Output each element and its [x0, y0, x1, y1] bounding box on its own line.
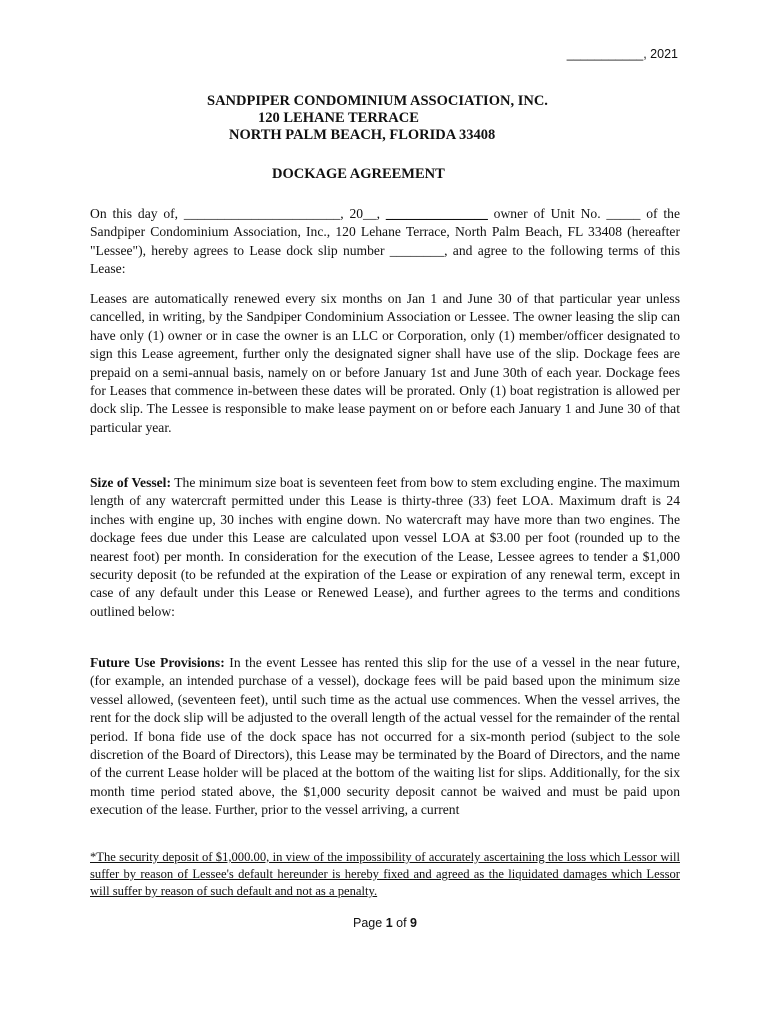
future-use-paragraph — [90, 654, 680, 820]
renewal-paragraph: Leases are automatically renewed every six months on Jan 1 and June 30 of that particular year unless cancelled, in writing, by the Sandpiper Condominium Association or Lessee. The owner leasing the slip can have only (1) owner or in case the owner is an LLC or Corporation, only (1) member/officer designated to sign this Lease agreement, further only the designated signer shall have use of the slip. Dockage fees are prepaid on a semi-annual basis, namely on or before January 1st and June 30th of each year. Dockage fees for Leases that commence in-between these dates will be prorated. Only (1) boat registration is allowed per dock slip. The Lessee is responsible to make lease payment on or before each January 1 and June 30 of that particular year. — [90, 291, 680, 435]
city-state-zip: NORTH PALM BEACH, FLORIDA 33408 — [229, 127, 496, 143]
page-total: 9 — [410, 916, 417, 930]
future-use-heading: Future Use Provisions: — [90, 655, 225, 670]
page-title: DOCKAGE AGREEMENT — [272, 166, 445, 182]
association-name: SANDPIPER CONDOMINIUM ASSOCIATION, INC. — [207, 93, 548, 109]
street-address: 120 LEHANE TERRACE — [258, 110, 419, 126]
date-line: ___________, 2021 — [566, 47, 678, 61]
size-of-vessel-paragraph — [90, 474, 680, 621]
security-deposit-footnote: *The security deposit of $1,000.00, in view of the impossibility of accurately ascertaining the loss which Lessor will suffer by reason of Lessee's default hereunder is hereby fixed and agreed as the liquidated damages which Lessor will suffer by reason of such default and not as a penalty. — [90, 850, 680, 898]
intro-text-end: owner of Unit No. _____ of the Sandpiper Condominium Association, Inc., 120 Lehane Terrace, North Palm Beach, FL 33408 (hereafter "Lessee"), hereby agrees to Lease dock slip number ________, and agree to the following terms of this Lease: — [90, 206, 680, 277]
page-middle: of — [392, 916, 411, 930]
page-prefix: Page — [353, 916, 386, 930]
page-current: 1 — [385, 916, 393, 930]
future-use-text: In the event Lessee has rented this slip for the use of a vessel in the near future, (for example, an intended purchase of a vessel), dockage fees will be paid based upon the minimum size vessel allowed, (seventeen feet), until such time as the actual use commences. When the vessel arrives, the rent for the dock slip will be adjusted to the overall length of the actual vessel for the remainder of the rental period. If bona fide use of the dock space has not occurred for a six-month period (subject to the sole discretion of the Board of Directors), this Lease may be terminated by the Board of Directors, and the name of the current Lease holder will be placed at the bottom of the waiting list for slips. Additionally, for the six month time period stated above, the $1,000 security deposit cannot be waived and must be paid upon execution of the lease. Further, prior to the vessel arriving, a current — [90, 655, 680, 818]
size-of-vessel-heading: Size of Vessel: — [90, 475, 171, 490]
page-number — [0, 916, 770, 930]
intro-text-start: On this day of, _______________________, 20__, — [90, 206, 386, 221]
owner-name-blank: _______________ — [385, 206, 488, 221]
intro-paragraph — [90, 205, 680, 279]
size-of-vessel-text: The minimum size boat is seventeen feet from bow to stem excluding engine. The maximum length of any watercraft permitted under this Lease is thirty-three (33) feet LOA. Maximum draft is 24 inches with engine up, 30 inches with engine down. No watercraft may have more than two engines. The dockage fees due under this Lease are calculated upon vessel LOA at $3.00 per foot (rounded up to the nearest foot) per month. In consideration for the execution of the Lease, Lessee agrees to tender a $1,000 security deposit (to be refunded at the expiration of the Lease or expiration of any renewal term, except in case of any default under this Lease or Renewed Lease), and further agrees to the terms and conditions outlined below: — [90, 475, 680, 619]
